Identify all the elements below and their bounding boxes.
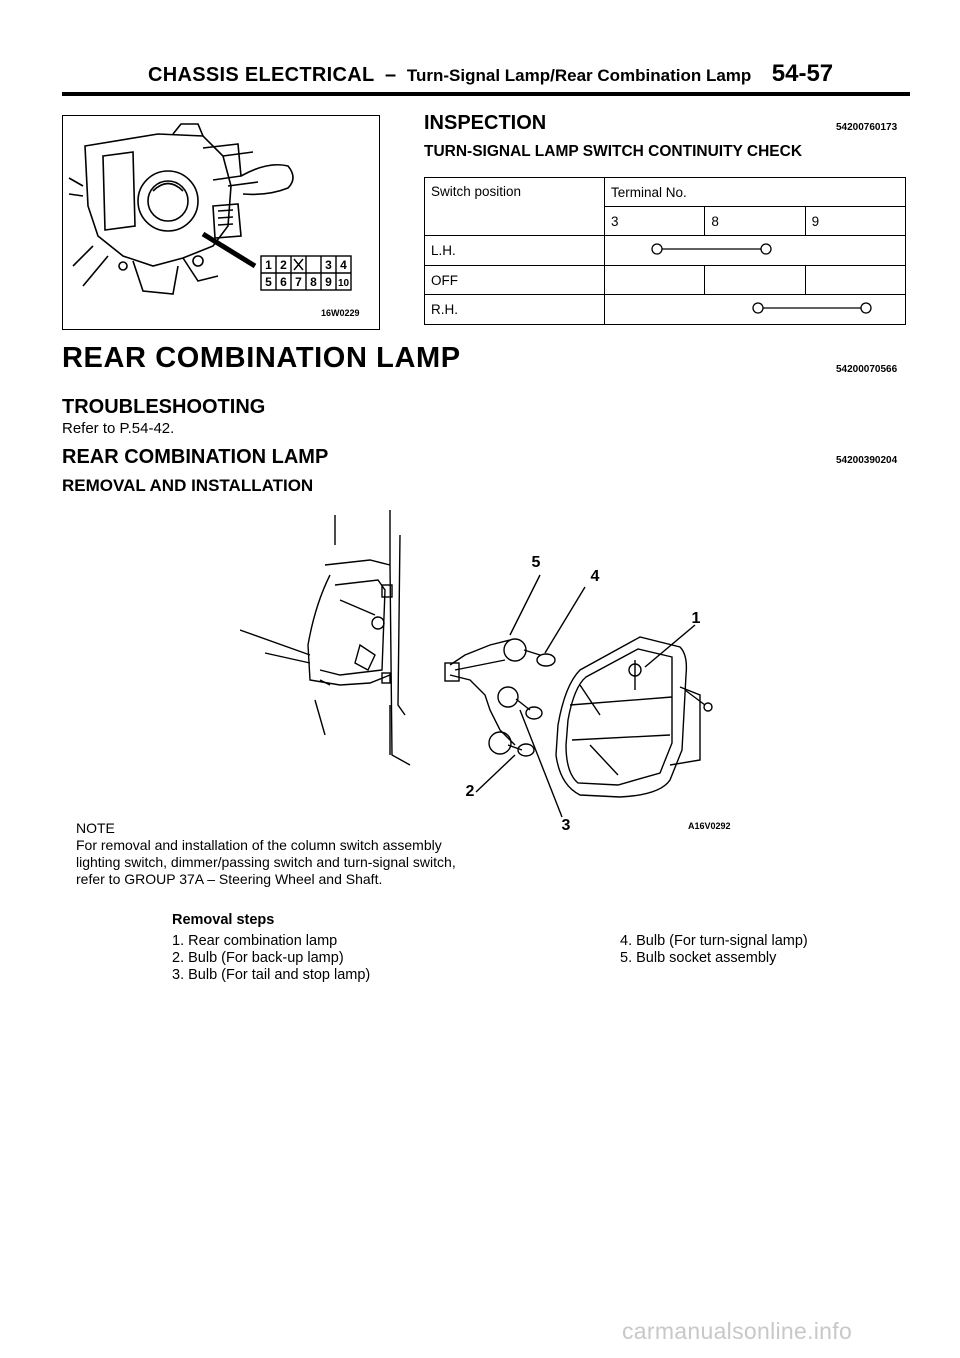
footer-watermark: carmanualsonline.info — [622, 1318, 853, 1344]
removal-step-2: 2. Bulb (For back-up lamp) — [172, 950, 344, 966]
troubleshooting-title: TROUBLESHOOTING — [62, 396, 266, 418]
terminal-10: 10 — [337, 278, 350, 289]
header-subtitle: Turn-Signal Lamp/Rear Combination Lamp — [406, 66, 752, 85]
lh-continuity — [605, 236, 906, 266]
terminal-1: 1 — [265, 258, 272, 272]
table-row-lh — [425, 236, 906, 266]
section-title: CHASSIS ELECTRICAL — [148, 64, 375, 86]
row-label-rh: R.H. — [425, 295, 605, 325]
column-switch-illustration — [63, 116, 378, 328]
removal-steps-left — [172, 933, 370, 984]
terminal-3: 3 — [325, 258, 332, 272]
continuity-line-8-9 — [605, 295, 905, 321]
terminal-9: 9 — [325, 275, 332, 289]
row-label-off: OFF — [425, 266, 605, 295]
callout-2: 2 — [465, 783, 475, 800]
inspection-subtitle: TURN-SIGNAL LAMP SWITCH CONTINUITY CHECK — [424, 143, 803, 160]
callout-5: 5 — [531, 554, 541, 571]
col-switch-position: Switch position — [425, 178, 605, 236]
table-row-off — [425, 266, 906, 295]
note-title: NOTE — [76, 820, 115, 836]
removal-steps-right — [620, 933, 808, 967]
continuity-line-3-8 — [605, 236, 905, 262]
header-rule — [62, 92, 910, 96]
figure2-code: A16V0292 — [688, 821, 731, 831]
removal-steps-title: Removal steps — [172, 912, 275, 928]
inspection-title: INSPECTION — [424, 112, 547, 134]
rh-continuity — [605, 295, 906, 325]
continuity-table — [424, 177, 906, 325]
terminal-col-3: 3 — [605, 207, 705, 236]
table-row-rh — [425, 295, 906, 325]
rear-lamp-code: 54200070566 — [836, 364, 898, 375]
callout-4: 4 — [590, 568, 600, 585]
terminal-5: 5 — [265, 275, 272, 289]
page-header — [148, 60, 833, 88]
rear-lamp-sub-code: 54200390204 — [836, 455, 898, 466]
rear-lamp-title: REAR COMBINATION LAMP — [62, 342, 461, 374]
troubleshooting-text: Refer to P.54-42. — [62, 420, 175, 437]
terminal-6: 6 — [280, 275, 287, 289]
removal-step-1: 1. Rear combination lamp — [172, 933, 338, 949]
column-switch-figure — [62, 115, 380, 330]
figure1-code: 16W0229 — [321, 308, 360, 318]
removal-step-3: 3. Bulb (For tail and stop lamp) — [172, 967, 371, 983]
inspection-code: 54200760173 — [836, 122, 898, 133]
removal-title: REMOVAL AND INSTALLATION — [62, 476, 314, 495]
terminal-8: 8 — [310, 275, 317, 289]
callout-3: 3 — [561, 817, 571, 834]
note-line-3: refer to GROUP 37A – Steering Wheel and Shaft. — [76, 871, 383, 887]
note-block — [76, 820, 536, 888]
table-header-row — [425, 178, 906, 207]
terminal-4: 4 — [340, 258, 347, 272]
note-line-1: For removal and installation of the column switch assembly — [76, 837, 442, 853]
terminal-col-9: 9 — [805, 207, 905, 236]
header-dash: – — [384, 64, 397, 86]
terminal-col-8: 8 — [705, 207, 805, 236]
note-line-2: lighting switch, dimmer/passing switch and turn-signal switch, — [76, 854, 456, 870]
terminal-2: 2 — [280, 258, 287, 272]
row-label-lh: L.H. — [425, 236, 605, 266]
rear-lamp-illustration — [240, 505, 760, 835]
removal-step-4: 4. Bulb (For turn-signal lamp) — [620, 933, 808, 949]
removal-step-5: 5. Bulb socket assembly — [620, 950, 777, 966]
rear-lamp-subtitle: REAR COMBINATION LAMP — [62, 446, 329, 468]
callout-1: 1 — [691, 610, 701, 627]
page-number: 54-57 — [771, 60, 834, 87]
terminal-7: 7 — [295, 275, 302, 289]
col-terminal-no: Terminal No. — [605, 178, 906, 207]
